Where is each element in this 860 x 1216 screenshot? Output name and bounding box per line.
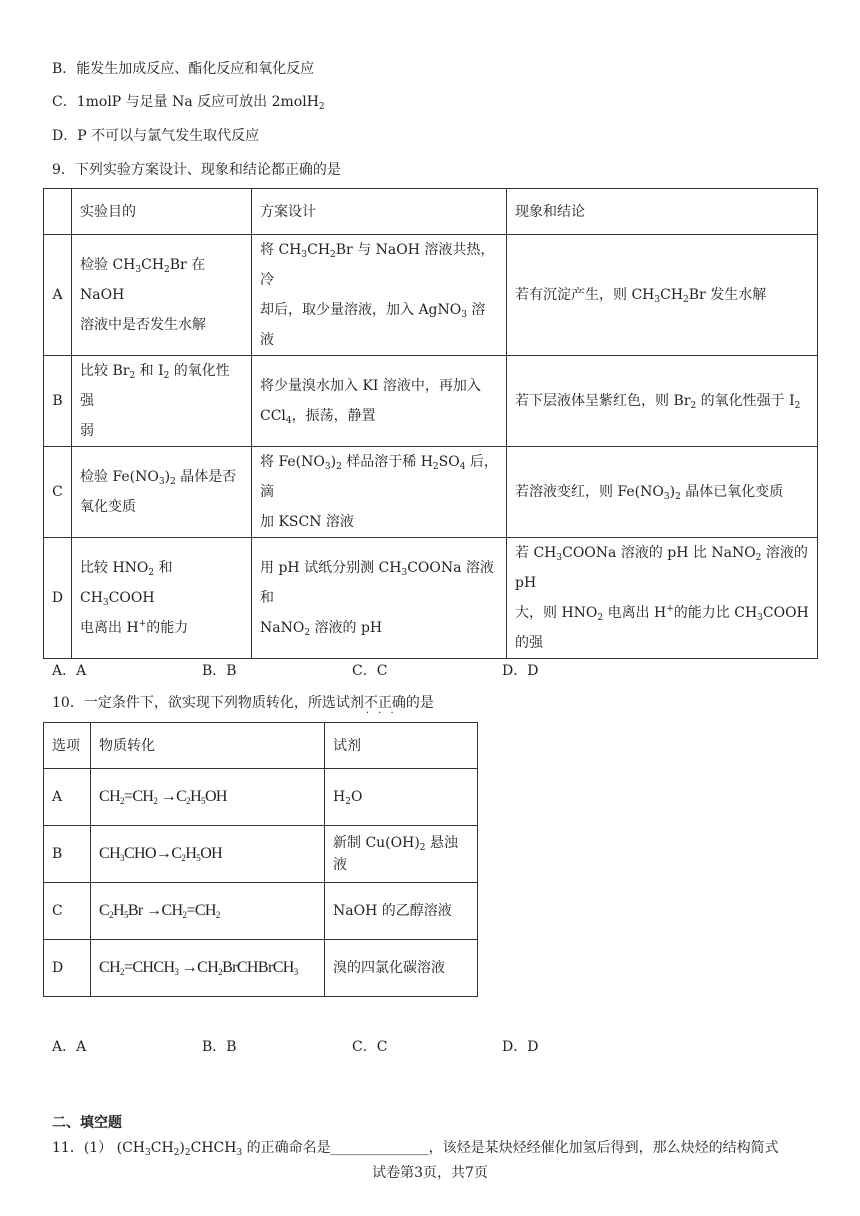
- header-result: 现象和结论: [507, 189, 818, 235]
- row-label: C: [44, 447, 72, 538]
- table-header-row: [44, 723, 478, 769]
- cell-purpose: 比较 $Br_2$ 和 $I_2$ 的氧化性强 弱: [72, 356, 252, 447]
- cell-reagent: 溴的四氯化碳溶液: [325, 940, 478, 997]
- table-row: [44, 826, 478, 883]
- answer-b[interactable]: B．B: [202, 1039, 237, 1055]
- cell-result: 若有沉淀产生，则 $CH_3CH_2Br$ 发生水解: [507, 235, 818, 356]
- header-option: 选项: [44, 723, 91, 769]
- row-label: A: [44, 769, 91, 826]
- row-label: B: [44, 826, 91, 883]
- table-row: [44, 883, 478, 940]
- cell-design: 将 $CH_3CH_2Br$ 与 NaOH 溶液共热，冷 却后，取少量溶液，加入 AgNO$_3$ 溶 液: [252, 235, 507, 356]
- answer-b[interactable]: B．B: [202, 663, 237, 679]
- row-label: B: [44, 356, 72, 447]
- table-row: [44, 356, 818, 447]
- header-design: 方案设计: [252, 189, 507, 235]
- cell-result: 若 $CH_3COONa$ 溶液的 pH 比 NaNO$_2$ 溶液的 pH 大，则 $HNO_2$ 电离出 H+的能力比 $CH_3COOH$ 的强: [507, 538, 818, 659]
- cell-design: 用 pH 试纸分别测 $CH_3COONa$ 溶液和 NaNO$_2$ 溶液的 pH: [252, 538, 507, 659]
- table-row: [44, 447, 818, 538]
- cell-conversion: $C_2H_5Br \to CH_2=CH_2$: [91, 883, 325, 940]
- header-purpose: 实验目的: [72, 189, 252, 235]
- section-heading: 二、填空题: [52, 1115, 122, 1131]
- q11-stem: 11．(1） $(CH_3CH_2)_2CHCH_3$ 的正确命名是______________，该烃是某炔烃经催化加氢后得到，那么炔烃的结构简式: [52, 1140, 779, 1158]
- table-row: [44, 769, 478, 826]
- row-label: D: [44, 940, 91, 997]
- answer-a[interactable]: A．A: [52, 1039, 87, 1055]
- cell-purpose: 比较 $HNO_2$ 和 $CH_3COOH$ 电离出 H+的能力: [72, 538, 252, 659]
- q8-option-d: D．P 不可以与氯气发生取代反应: [52, 128, 260, 144]
- cell-reagent: NaOH 的乙醇溶液: [325, 883, 478, 940]
- emphasis-text: 不正确 · · ·: [364, 695, 406, 711]
- q9-stem: 9．下列实验方案设计、现象和结论都正确的是: [52, 162, 341, 178]
- cell-design: 将少量溴水加入 KI 溶液中，再加入 CCl$_4$，振荡，静置: [252, 356, 507, 447]
- cell-design: 将 $Fe(NO_3)_2$ 样品溶于稀 $H_2SO_4$ 后，滴 加 KSCN 溶液: [252, 447, 507, 538]
- page-footer: 试卷第3页，共7页: [372, 1165, 488, 1181]
- q9-table: [43, 188, 818, 659]
- header-blank: [44, 189, 72, 235]
- cell-result: 若溶液变红，则 $Fe(NO_3)_2$ 晶体已氧化变质: [507, 447, 818, 538]
- table-row: [44, 940, 478, 997]
- answer-c[interactable]: C．C: [352, 663, 388, 679]
- q8-option-b: B．能发生加成反应、酯化反应和氧化反应: [52, 61, 315, 77]
- cell-conversion: $CH_3CHO\to C_2H_5OH$: [91, 826, 325, 883]
- cell-reagent: 新制 $Cu(OH)_2$ 悬浊液: [325, 826, 478, 883]
- cell-result: 若下层液体呈紫红色，则 $Br_2$ 的氧化性强于 $I_2$: [507, 356, 818, 447]
- table-header-row: [44, 189, 818, 235]
- cell-purpose: 检验 $Fe(NO_3)_2$ 晶体是否 氧化变质: [72, 447, 252, 538]
- answer-d[interactable]: D．D: [502, 1039, 539, 1055]
- header-reagent: 试剂: [325, 723, 478, 769]
- answer-c[interactable]: C．C: [352, 1039, 388, 1055]
- header-conversion: 物质转化: [91, 723, 325, 769]
- cell-purpose: 检验 $CH_3CH_2Br$ 在 NaOH 溶液中是否发生水解: [72, 235, 252, 356]
- q8-option-c: C．1molP 与足量 Na 反应可放出 2molH$_2$: [52, 94, 325, 112]
- row-label: C: [44, 883, 91, 940]
- q10-table: [43, 722, 478, 997]
- answer-a[interactable]: A．A: [52, 663, 87, 679]
- table-row: [44, 538, 818, 659]
- row-label: A: [44, 235, 72, 356]
- cell-conversion: $CH_2=CHCH_3$ $\to CH_2BrCHBrCH_3$: [91, 940, 325, 997]
- cell-conversion: $CH_2=CH_2 \to C_2H_5OH$: [91, 769, 325, 826]
- cell-reagent: $H_2O$: [325, 769, 478, 826]
- q10-stem: 10．一定条件下，欲实现下列物质转化，所选试剂不正确 · · ·的是: [52, 693, 434, 713]
- row-label: D: [44, 538, 72, 659]
- answer-d[interactable]: D．D: [502, 663, 539, 679]
- table-row: [44, 235, 818, 356]
